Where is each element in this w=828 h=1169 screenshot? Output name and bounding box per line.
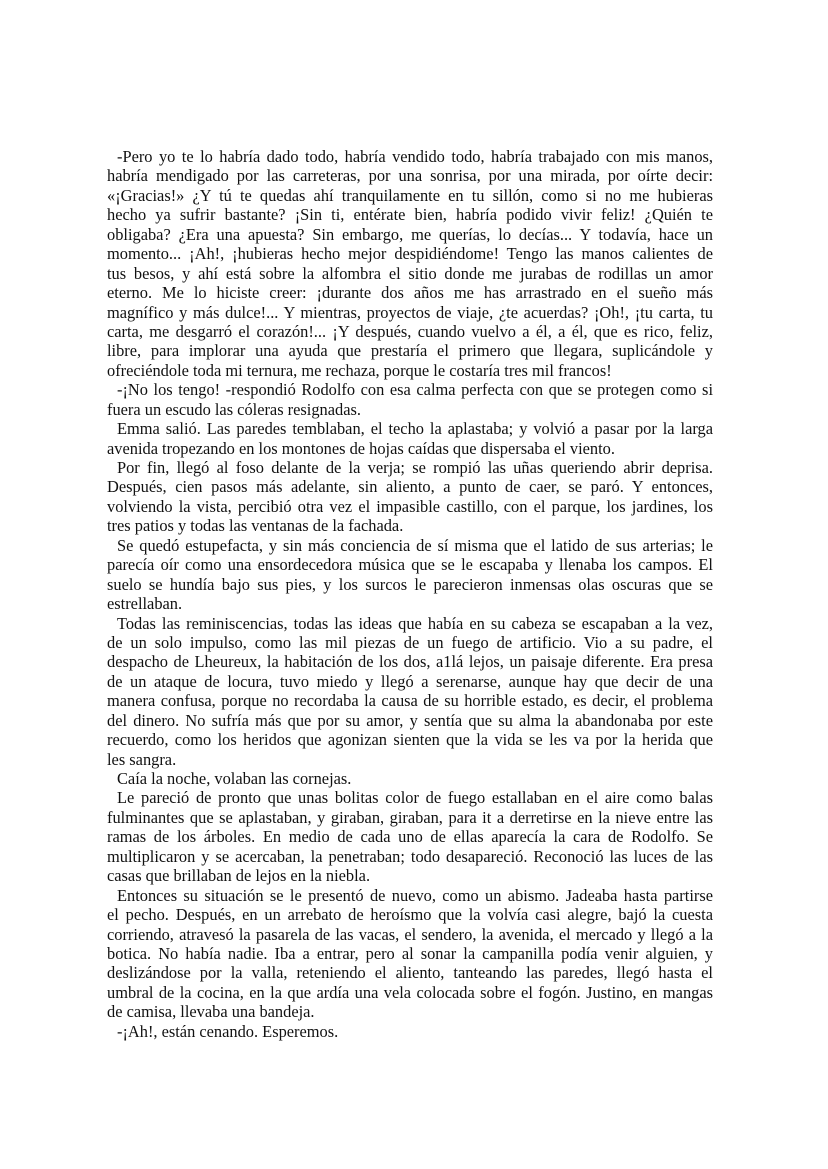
text-line: tus besos, y ahí está sobre la alfombra el sitio donde me jurabas de rodillas un amor <box>107 263 713 283</box>
text-line: momento... ¡Ah!, ¡hubieras hecho mejor despidiéndome! Tengo las manos calientes de <box>107 244 713 264</box>
text-line: avenida tropezando en los montones de hojas caídas que dispersaba el viento. <box>107 438 615 458</box>
text-line: -Pero yo te lo habría dado todo, habría vendido todo, habría trabajado con mis manos, <box>117 147 713 166</box>
text-line: magnífico y más dulce!... Y mientras, proyectos de viaje, ¿te acuerdas? ¡Oh!, ¡tu carta, tu <box>107 302 713 322</box>
text-line: Se quedó estupefacta, y sin más conciencia de sí misma que el latido de sus arterias; le <box>117 535 713 555</box>
text-line: Por fin, llegó al foso delante de la verja; se rompió las uñas queriendo abrir deprisa. <box>117 458 713 477</box>
text-line: fulminantes que se aplastaban, y giraban, giraban, para it a derretirse en la nieve entre las <box>107 807 713 827</box>
text-line: estrellaban. <box>107 594 183 614</box>
text-line: hecho ya sufrir bastante? ¡Sin ti, entérate bien, habría podido vivir feliz! ¿Quién te <box>107 205 713 225</box>
text-line: eterno. Me lo hiciste creer: ¡durante dos años me has arrastrado en el sueño más <box>107 283 713 303</box>
text-line: -¡No los tengo! -respondió Rodolfo con esa calma perfecta con que se protegen como si <box>117 380 713 400</box>
text-line: -¡Ah!, están cenando. Esperemos. <box>117 1021 339 1041</box>
document-page <box>107 147 713 1041</box>
text-line: ramas de los árboles. En medio de cada uno de ellas aparecía la cara de Rodolfo. Se <box>107 827 713 847</box>
text-line: multiplicaron y se acercaban, la penetraban; todo desapareció. Reconoció las luces de las <box>107 846 713 866</box>
text-line: libre, para implorar una ayuda que prestaría el primero que llegara, suplicándole y <box>107 341 713 361</box>
text-line: Después, cien pasos más adelante, sin aliento, a punto de caer, se paró. Y entonces, <box>107 477 713 497</box>
text-line: el pecho. Después, en un arrebato de heroísmo que la volvía casi alegre, bajó la cuesta <box>107 905 713 925</box>
text-line: Caía la noche, volaban las cornejas. <box>117 769 352 788</box>
paragraph <box>107 769 713 788</box>
text-line: tres patios y todas las ventanas de la fachada. <box>107 516 404 536</box>
text-line: Entonces su situación se le presentó de nuevo, como un abismo. Jadeaba hasta partirse <box>117 885 713 905</box>
text-line: del dinero. No sufría más que por su amor, y sentía que su alma la abandonaba por este <box>107 710 713 730</box>
text-line: suelo se hundía bajo sus pies, y los surcos le parecieron inmensas olas oscuras que se <box>107 574 713 594</box>
text-line: umbral de la cocina, en la que ardía una vela colocada sobre el fogón. Justino, en mangas <box>107 982 713 1002</box>
text-line: ofreciéndole toda mi ternura, me rechaza, porque le costaría tres mil francos! <box>107 360 612 380</box>
text-line: carta, me desgarró el corazón!... ¡Y después, cuando vuelvo a él, a él, que es rico, feliz, <box>107 321 713 341</box>
text-line: de camisa, llevaba una bandeja. <box>107 1002 315 1022</box>
paragraph <box>107 788 713 885</box>
text-line: obligaba? ¿Era una apuesta? Sin embargo, me querías, lo decías... Y todavía, hace un <box>107 224 713 244</box>
text-line: «¡Gracias!» ¿Y tú te quedas ahí tranquilamente en tu sillón, como si no me hubieras <box>107 185 713 205</box>
paragraph <box>107 614 713 770</box>
text-line: de un solo impulso, como las mil piezas de un fuego de artificio. Vio a su padre, el <box>107 632 713 652</box>
paragraph <box>107 458 713 536</box>
paragraph <box>107 380 713 419</box>
text-line: casas que brillaban de lejos en la niebla. <box>107 866 371 886</box>
text-line: fuera un escudo las cóleras resignadas. <box>107 399 361 419</box>
text-line: les sangra. <box>107 749 177 769</box>
text-line: corriendo, atravesó la pasarela de las vacas, el sendero, la avenida, el mercado y llegó a la <box>107 924 713 944</box>
text-line: parecía oír como una ensordecedora música que se le escapaba y llenaba los campos. El <box>107 555 713 575</box>
text-line: Emma salió. Las paredes temblaban, el techo la aplastaba; y volvió a pasar por la larga <box>117 419 713 439</box>
text-line: volviendo la vista, percibió otra vez el impasible castillo, con el parque, los jardines, los <box>107 496 713 516</box>
paragraph <box>107 1022 713 1041</box>
paragraph <box>107 419 713 458</box>
text-line: Le pareció de pronto que unas bolitas color de fuego estallaban en el aire como balas <box>117 788 713 808</box>
text-line: Todas las reminiscencias, todas las ideas que había en su cabeza se escapaban a la vez, <box>117 613 713 633</box>
text-line: botica. No había nadie. Iba a entrar, pero al sonar la campanilla podía venir alguien, y <box>107 943 713 963</box>
text-line: habría mendigado por las carreteras, por una sonrisa, por una mirada, por oírte decir: <box>107 166 713 186</box>
text-line: despacho de Lheureux, la habitación de los dos, a1lá lejos, un paisaje diferente. Era presa <box>107 652 713 672</box>
text-line: recuerdo, como los heridos que agonizan sienten que la vida se les va por la herida que <box>107 730 713 750</box>
text-line: deslizándose por la valla, reteniendo el aliento, tanteando las paredes, llegó hasta el <box>107 963 713 983</box>
paragraph <box>107 886 713 1022</box>
paragraph <box>107 536 713 614</box>
paragraph <box>107 147 713 380</box>
text-line: de un ataque de locura, tuvo miedo y llegó a serenarse, aunque hay que decir de una <box>107 671 713 691</box>
text-line: manera confusa, porque no recordaba la causa de su horrible estado, es decir, el problema <box>107 691 713 711</box>
